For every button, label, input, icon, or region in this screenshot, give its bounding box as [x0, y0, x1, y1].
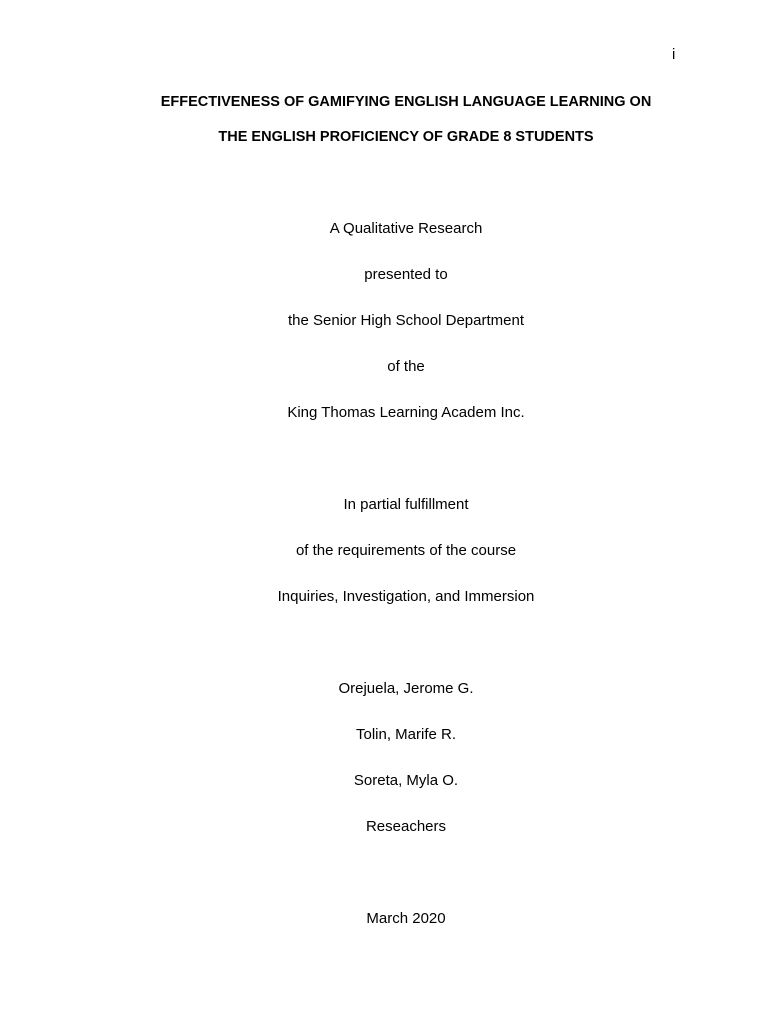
presented-to: presented to — [364, 266, 448, 283]
department: the Senior High School Department — [288, 312, 524, 329]
of-the: of the — [387, 358, 425, 375]
research-type: A Qualitative Research — [329, 220, 483, 237]
title-line-2: THE ENGLISH PROFICIENCY OF GRADE 8 STUDENTS — [218, 129, 594, 145]
researchers-label: Reseachers — [365, 818, 447, 835]
course-name: Inquiries, Investigation, and Immersion — [277, 588, 535, 605]
researcher-name: Tolin, Marife R. — [355, 726, 457, 743]
fulfillment-line-1: In partial fulfillment — [343, 496, 469, 513]
date: March 2020 — [366, 910, 446, 927]
researcher-name: Orejuela, Jerome G. — [338, 680, 474, 697]
institution: King Thomas Learning Academ Inc. — [287, 404, 525, 421]
page-number: i — [672, 46, 676, 63]
title-line-1: EFFECTIVENESS OF GAMIFYING ENGLISH LANGUAGE LEARNING ON — [160, 94, 652, 110]
researcher-name: Soreta, Myla O. — [353, 772, 459, 789]
fulfillment-line-2: of the requirements of the course — [295, 542, 517, 559]
